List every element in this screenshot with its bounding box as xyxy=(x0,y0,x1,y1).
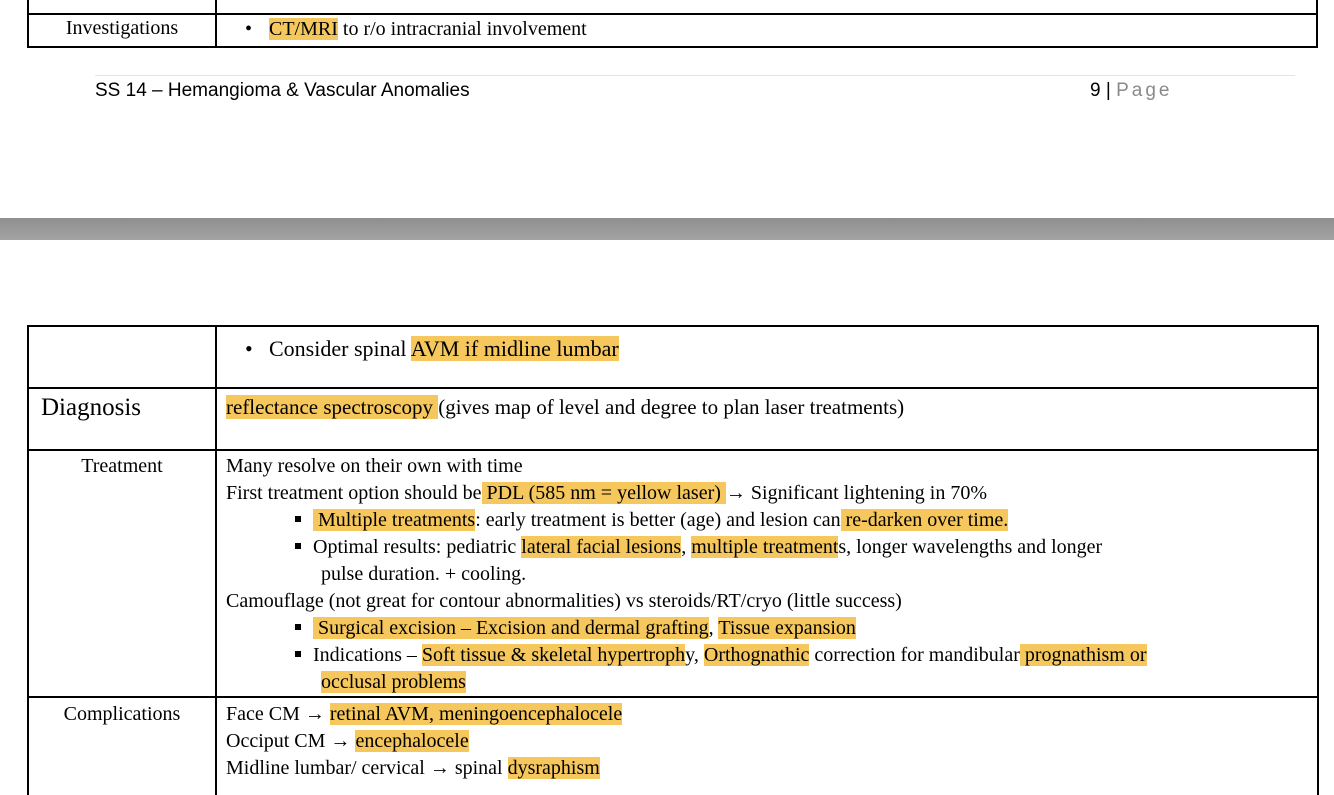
text: y, xyxy=(685,644,704,666)
page-number xyxy=(1090,80,1172,102)
highlight: dysraphism xyxy=(507,757,600,779)
treatment-bullet-2 xyxy=(295,535,1102,559)
highlight: occlusal problems xyxy=(321,671,466,693)
highlight: multiple treatment xyxy=(691,536,839,558)
text: , xyxy=(708,617,719,639)
table-row-divider xyxy=(29,696,1317,698)
complications-line-1 xyxy=(226,702,622,726)
diagnosis-cell xyxy=(226,395,904,419)
text: : early treatment is better (age) and lesion can xyxy=(475,509,841,531)
footer-divider xyxy=(95,75,1295,76)
highlight: encephalocele xyxy=(355,730,469,752)
investigations-label: Investigations xyxy=(65,17,179,39)
treatment-line-1: Many resolve on their own with time xyxy=(226,455,523,477)
square-bullet-icon xyxy=(295,651,301,657)
treatment-bullet-4 xyxy=(295,643,1147,667)
table-column-divider xyxy=(215,327,217,795)
highlight: Surgical excision – xyxy=(313,617,476,639)
text: Indications – xyxy=(313,644,422,666)
treatment-bullet-4-continued xyxy=(321,670,466,694)
vascular-anomalies-table xyxy=(27,325,1319,795)
highlight: Excision and dermal grafting xyxy=(475,617,709,639)
diagnosis-label: Diagnosis xyxy=(41,394,141,421)
page-number-value: 9 xyxy=(1090,80,1101,101)
text: , xyxy=(681,536,692,558)
complications-line-3 xyxy=(226,756,600,780)
highlight: AVM if midline lumbar xyxy=(410,336,619,361)
text: Face CM → xyxy=(226,703,330,725)
highlight: PDL (585 nm = yellow laser) xyxy=(481,482,726,504)
footer-title: SS 14 – Hemangioma & Vascular Anomalies xyxy=(95,80,470,101)
text: s, longer wavelengths and longer xyxy=(838,536,1103,558)
highlight: re-darken over time. xyxy=(840,509,1009,531)
page-label: Page xyxy=(1116,80,1173,101)
page-break-gap xyxy=(0,218,1334,240)
highlight: retinal AVM, meningoencephalocele xyxy=(329,703,623,725)
text: → Significant lightening in 70% xyxy=(725,482,988,504)
investigations-text: to r/o intracranial involvement xyxy=(337,18,587,40)
previous-page-table xyxy=(27,0,1318,48)
table-row-divider xyxy=(29,387,1317,389)
highlight: Tissue expansion xyxy=(718,617,856,639)
highlight: Orthognathic xyxy=(703,644,810,666)
treatment-bullet-2-continued: pulse duration. + cooling. xyxy=(321,563,527,585)
row1-text: Consider spinal xyxy=(269,336,411,361)
highlight: CT/MRI xyxy=(269,18,338,40)
treatment-bullet-3 xyxy=(295,616,856,640)
bullet-icon: • xyxy=(245,18,253,40)
text: correction for mandibular xyxy=(809,644,1020,666)
highlight: Multiple treatments xyxy=(313,509,476,531)
square-bullet-icon xyxy=(295,543,301,549)
complications-label: Complications xyxy=(63,703,181,725)
table-row-divider xyxy=(29,449,1317,451)
square-bullet-icon xyxy=(295,624,301,630)
treatment-line-2 xyxy=(226,481,987,505)
text: Occiput CM → xyxy=(226,730,356,752)
highlight: lateral facial lesions xyxy=(521,536,682,558)
treatment-bullet-1 xyxy=(295,508,1008,532)
table-column-divider xyxy=(215,0,217,46)
page-separator: | xyxy=(1100,80,1117,101)
text: Optimal results: pediatric xyxy=(313,536,522,558)
investigations-cell xyxy=(245,18,587,41)
highlight: Soft tissue & skeletal hypertroph xyxy=(421,644,686,666)
highlight: prognathism or xyxy=(1019,644,1147,666)
diagnosis-text: (gives map of level and degree to plan laser treatments) xyxy=(438,395,905,419)
complications-line-2 xyxy=(226,729,469,753)
treatment-line-3: Camouflage (not great for contour abnormalities) vs steroids/RT/cryo (little success) xyxy=(226,590,902,612)
text: Midline lumbar/ cervical → spinal xyxy=(226,757,508,779)
bullet-icon: • xyxy=(245,336,253,361)
text: First treatment option should be xyxy=(226,482,482,504)
highlight: reflectance spectroscopy xyxy=(226,395,439,419)
square-bullet-icon xyxy=(295,516,301,522)
row1-cell xyxy=(245,336,619,362)
table-row-divider xyxy=(29,13,1316,15)
treatment-label: Treatment xyxy=(81,455,163,477)
